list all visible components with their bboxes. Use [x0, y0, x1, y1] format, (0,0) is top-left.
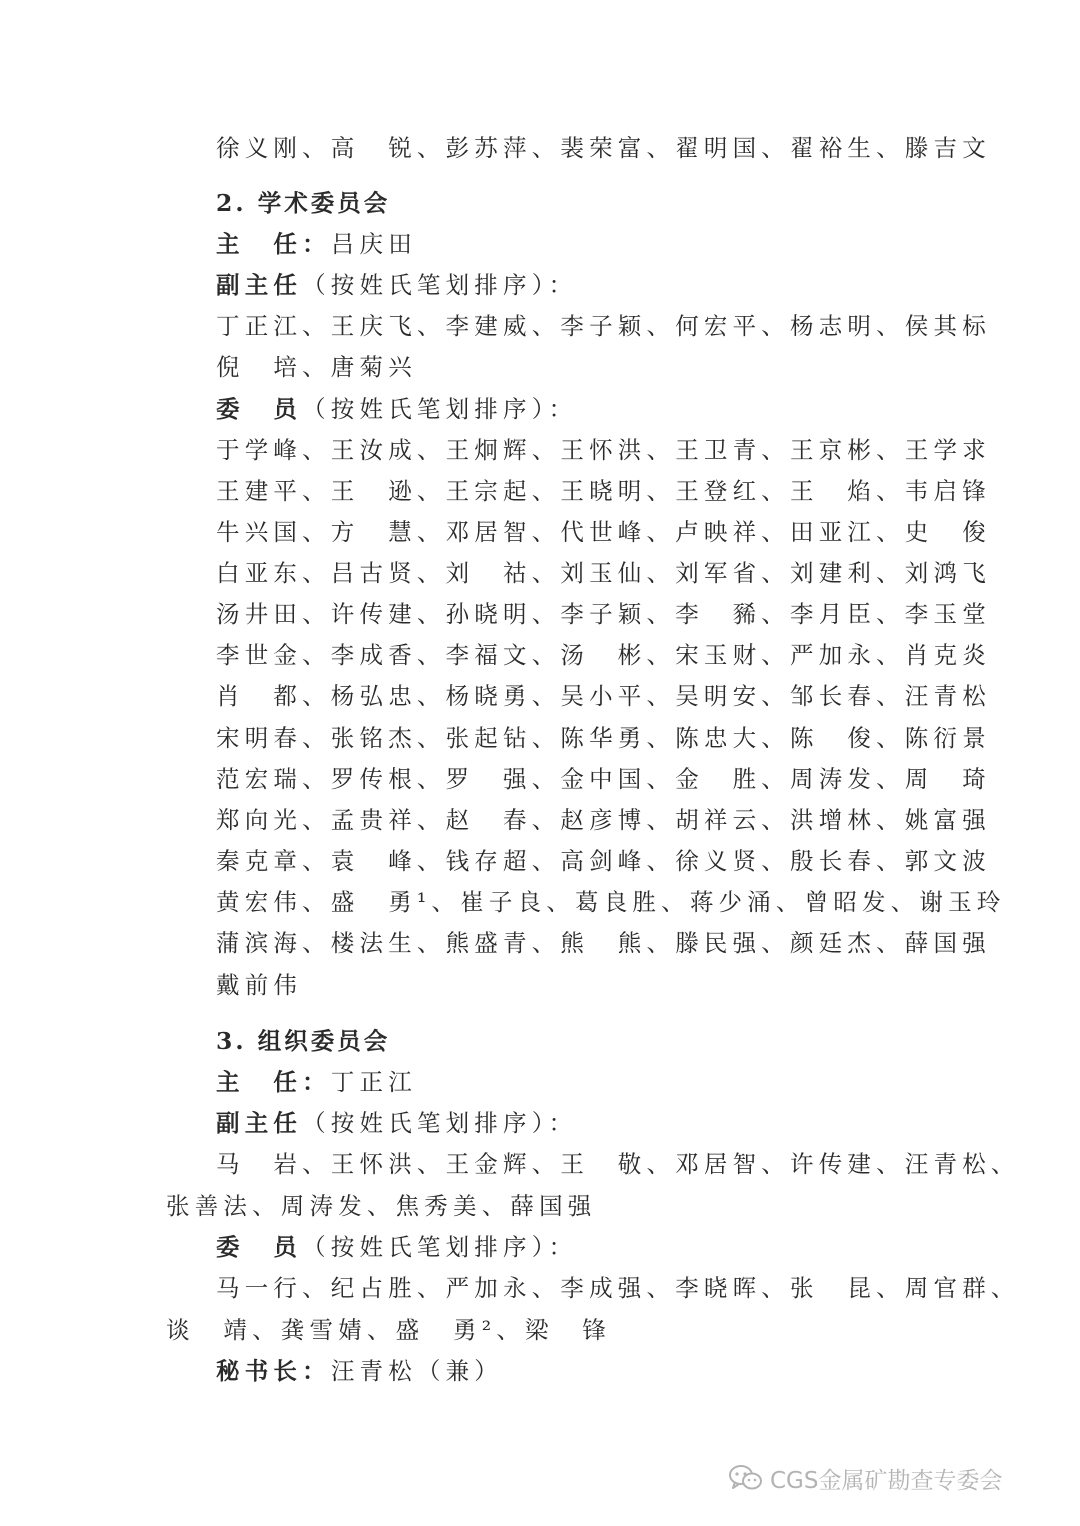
- vice-director-row: [216, 1107, 577, 1139]
- committee-list-line: 徐义刚、高 锐、彭苏萍、裴荣富、翟明国、翟裕生、滕吉文: [216, 134, 991, 162]
- name-list-line: 蒲滨海、楼法生、熊盛青、熊 熊、滕民强、颜廷杰、薛国强: [216, 929, 991, 957]
- director-label: 主 任：: [216, 1068, 331, 1096]
- name-list-line: 黄宏伟、盛 勇¹、崔子良、葛良胜、蒋少涌、曾昭发、谢玉玲: [216, 888, 1006, 916]
- name-list-line: 倪 培、唐菊兴: [216, 353, 417, 381]
- name-list-line: 肖 都、杨弘忠、杨晓勇、吴小平、吴明安、邹长春、汪青松: [216, 682, 991, 710]
- sort-note: （按姓氏笔划排序）：: [302, 271, 578, 299]
- member-label: 委 员: [216, 395, 303, 423]
- name-list-line: 张善法、周涛发、焦秀美、薛国强: [166, 1192, 597, 1220]
- sort-note: （按姓氏笔划排序）：: [302, 1233, 578, 1261]
- name-list-line: 戴前伟: [216, 971, 303, 999]
- director-value: 丁正江: [330, 1068, 417, 1096]
- name-list-line: 牛兴国、方 慧、邓居智、代世峰、卢映祥、田亚江、史 俊: [216, 518, 991, 546]
- name-list-line: 马 岩、王怀洪、王金辉、王 敬、邓居智、许传建、汪青松、: [216, 1150, 1020, 1178]
- name-list-line: 宋明春、张铭杰、张起钻、陈华勇、陈忠大、陈 俊、陈衍景: [216, 724, 991, 752]
- name-list-line: 秦克章、袁 峰、钱存超、高剑峰、徐义贤、殷长春、郭文波: [216, 847, 991, 875]
- name-list-line: 郑向光、孟贵祥、赵 春、赵彦博、胡祥云、洪增林、姚富强: [216, 806, 991, 834]
- wechat-icon: [728, 1463, 762, 1493]
- name-list-line: 汤井田、许传建、孙晓明、李子颖、李 豨、李月臣、李玉堂: [216, 600, 991, 628]
- name-list-line: 谈 靖、龚雪婧、盛 勇²、梁 锋: [166, 1316, 612, 1344]
- member-row: [216, 393, 577, 425]
- name-list-line: 范宏瑞、罗传根、罗 强、金中国、金 胜、周涛发、周 琦: [216, 765, 991, 793]
- wechat-watermark: [728, 1458, 1002, 1498]
- name-list-line: 王建平、王 逊、王宗起、王晓明、王登红、王 焰、韦启锋: [216, 477, 991, 505]
- secretary-row: [216, 1355, 503, 1387]
- name-list-line: 马一行、纪占胜、严加永、李成强、李晓晖、张 昆、周官群、: [216, 1274, 1020, 1302]
- secretary-value: 汪青松（兼）: [330, 1357, 504, 1385]
- watermark-text: CGS金属矿勘查专委会: [770, 1467, 1003, 1494]
- name-list-line: 丁正江、王庆飞、李建威、李子颖、何宏平、杨志明、侯其标: [216, 312, 991, 340]
- sort-note: （按姓氏笔划排序）：: [302, 1109, 578, 1137]
- vice-director-label: 副主任: [216, 271, 303, 299]
- director-row: [216, 1066, 417, 1098]
- member-row: [216, 1231, 577, 1263]
- director-row: [216, 228, 417, 260]
- vice-director-row: [216, 269, 577, 301]
- director-value: 吕庆田: [330, 230, 417, 258]
- name-list-line: 白亚东、吕古贤、刘 祜、刘玉仙、刘军省、刘建利、刘鸿飞: [216, 559, 991, 587]
- vice-director-label: 副主任: [216, 1109, 303, 1137]
- name-list-line: 李世金、李成香、李福文、汤 彬、宋玉财、严加永、肖克炎: [216, 641, 991, 669]
- secretary-label: 秘书长：: [216, 1357, 331, 1385]
- director-label: 主 任：: [216, 230, 331, 258]
- section-heading-organizing: 3. 组织委员会: [216, 1027, 391, 1055]
- member-label: 委 员: [216, 1233, 303, 1261]
- sort-note: （按姓氏笔划排序）：: [302, 395, 578, 423]
- section-heading-academic: 2. 学术委员会: [216, 189, 391, 217]
- name-list-line: 于学峰、王汝成、王炯辉、王怀洪、王卫青、王京彬、王学求: [216, 436, 991, 464]
